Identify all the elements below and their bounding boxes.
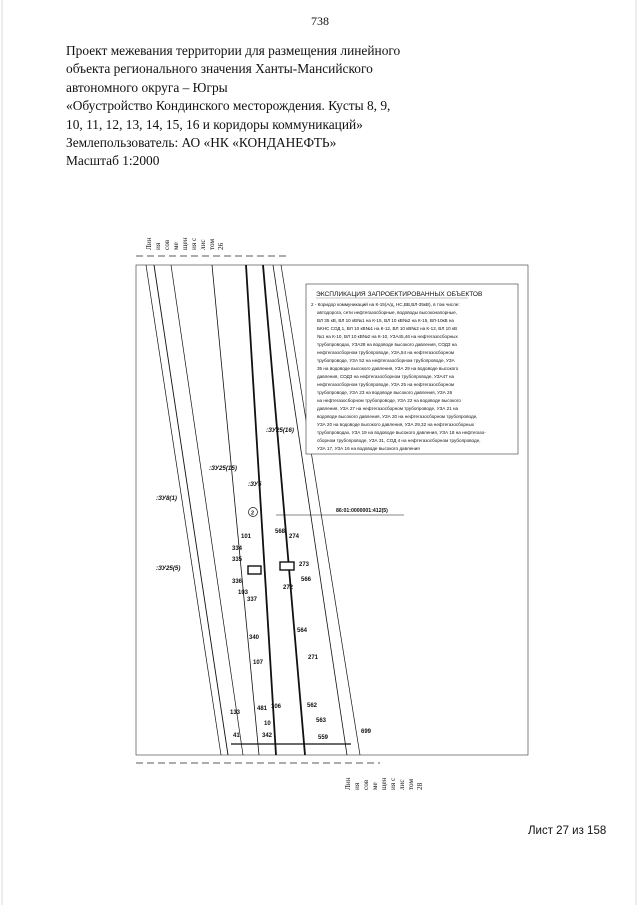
connector-fragment: том [407, 778, 415, 790]
legend-line: трубопроводах, УЗА28 на водоводе высокого давления, СОД3 на [317, 342, 457, 347]
legend-line: давления, СОД3 на нефтегазосборном трубопроводе, УЗА47 на [317, 374, 455, 379]
bottom-connector-text [344, 777, 424, 790]
point-label: 563 [316, 718, 327, 724]
parcel-label: :ЗУ8(1) [156, 495, 177, 502]
connector-fragment: 28 [416, 782, 424, 790]
point-label: 559 [318, 735, 329, 741]
point-label: 562 [307, 703, 318, 709]
connector-fragment: ия с [389, 777, 397, 790]
point-label: 133 [230, 710, 241, 716]
sheet-footer: Лист 27 из 158 [528, 825, 607, 837]
legend-line: УЗА 17, УЗА 16 на водоводе высокого давления [317, 446, 420, 451]
title-line: объекта регионального значения Ханты-Мансийского [66, 61, 373, 77]
point-label: 699 [361, 729, 372, 735]
connector-fragment: ия [353, 782, 361, 790]
cadastral-number: 86:01:0000001:412(5) [336, 508, 388, 514]
point-label: 10 [264, 721, 271, 727]
connector-fragment: Лин [344, 777, 352, 790]
connector-fragment: лис [398, 779, 406, 790]
point-label: 272 [283, 585, 294, 591]
legend-line: на нефтегазосборном трубопроводе, УЗА 22 на водоводе высокого [317, 398, 461, 403]
point-label: 336 [232, 579, 243, 585]
point-label: 273 [299, 562, 310, 568]
connector-fragment: щен [380, 777, 388, 790]
legend-line: ВЛ 35 кВ, ВЛ 10 кВ№1 на К-15, ВЛ 10 кВ№2 на К-15, ВЛ-10кВ на [317, 318, 454, 323]
connector-fragment: том [208, 238, 216, 250]
legend-line: УЗА 20 на водоводе высокого давления, УЗА 29,32 на нефтегазосборных [317, 422, 475, 427]
title-line: Масштаб 1:2000 [66, 153, 160, 169]
point-label: 342 [262, 733, 273, 739]
parcel-label: :ЗУ5 [248, 481, 262, 488]
point-label: 566 [301, 577, 312, 583]
legend-line: 2 - Коридор коммуникаций на К-15(А/д, НС,ВВ,ВЛ-35кВ), в том числе: [311, 302, 460, 307]
connector-fragment: сов [362, 779, 370, 790]
legend-line: водоводе высокого давления, УЗА 20 на нефтегазосборном трубопроводе, [317, 414, 478, 419]
legend-line: нефтегазосборном трубопроводе, УЗА 25 на нефтегазосборном [317, 382, 455, 387]
point-label: 564 [297, 628, 308, 634]
point-label: 101 [241, 534, 252, 540]
legend-line: 35 на водоводе высокого давления, УЗА 29 на водоводе высокого [317, 366, 459, 371]
connector-fragment: ме [172, 242, 180, 250]
legend-line: трубопроводах, УЗА 19 на водоводе высокого давления, УЗА 18 на нефтегазо- [317, 430, 486, 435]
legend-line: автодорога, сети нефтегазосборные, водоводы высоконапорные, [317, 310, 457, 315]
top-connector-text [145, 237, 225, 250]
crossing-notch [248, 562, 294, 574]
legend-line: сборном трубопроводе, УЗА 31, СОД 4 на нефтегазосборном трубопроводе, [317, 438, 481, 443]
point-label: 103 [238, 590, 249, 596]
point-label: 481 [257, 706, 268, 712]
legend-line: нефтегазосборном трубопроводе, УЗА,54 на нефтегазосборном [317, 350, 455, 355]
title-line: Землепользователь: АО «НК «КОНДАНЕФТЬ» [66, 135, 337, 151]
point-label: 337 [247, 597, 258, 603]
connector-fragment: ме [371, 782, 379, 790]
point-label: 107 [253, 660, 264, 666]
point-label: 274 [289, 534, 300, 540]
parcel-label: :ЗУ25(15) [209, 465, 237, 472]
point-label: 568 [275, 529, 286, 535]
point-label: 106 [271, 704, 282, 710]
connector-fragment: Лин [145, 237, 153, 250]
legend-line: давления, УЗА 27 на нефтегазосборном трубопроводе, УЗА 21 на [317, 406, 459, 411]
point-label: 41 [233, 733, 240, 739]
connector-fragment: лис [199, 239, 207, 250]
point-label: 271 [308, 655, 319, 661]
legend-line: БКНС СОД 1, ВЛ 10 кВ№1 на К-12, ВЛ 10 кВ№2 на К-12, ВЛ 10 кВ [317, 326, 458, 331]
connector-fragment: щен [181, 237, 189, 250]
point-label: 335 [232, 557, 243, 563]
title-line: «Обустройство Кондинского месторождения. Кусты 8, 9, [66, 98, 391, 114]
page-number: 738 [311, 14, 329, 28]
title-line: 10, 11, 12, 13, 14, 15, 16 и коридоры коммуникаций» [66, 116, 363, 132]
connector-fragment: ия с [190, 237, 198, 250]
legend-title: ЭКСПЛИКАЦИЯ ЗАПРОЕКТИРОВАННЫХ ОБЪЕКТОВ [316, 291, 483, 298]
legend-line: трубопроводе, УЗА 23 на водоводе высокого давления, УЗА 26 [317, 390, 453, 395]
title-line: автономного округа – Югры [66, 79, 228, 95]
legend-line: трубопроводе, УЗА 52 на нефтегазосборном трубопроводе, УЗА [317, 358, 455, 363]
title-line: Проект межевания территории для размещения линейного [66, 43, 401, 58]
point-label: 334 [232, 546, 243, 552]
connector-fragment: сов [163, 239, 171, 250]
object-number: 2 [251, 510, 255, 517]
connector-fragment: 26 [217, 242, 225, 250]
parcel-label: :ЗУ25(5) [156, 565, 181, 572]
connector-fragment: ия [154, 242, 162, 250]
parcel-label: :ЗУ25(16) [266, 427, 294, 434]
legend-line: №1 на К-10, ВЛ 10 кВ№2 на К-10, УЗА45,46 на нефтегазосборных [317, 334, 458, 339]
point-label: 340 [249, 635, 260, 641]
